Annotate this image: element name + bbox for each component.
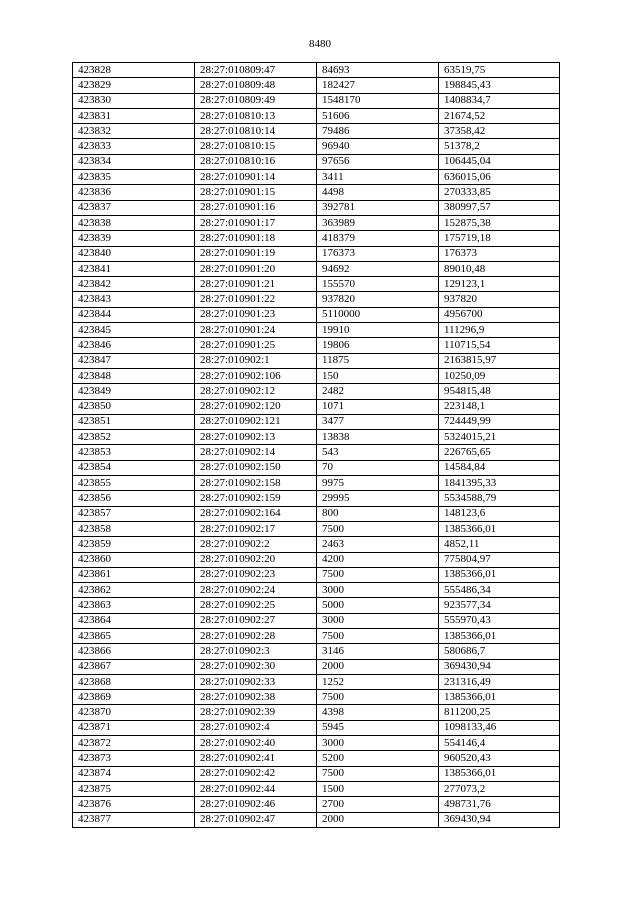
record-number-cell: 423832	[73, 124, 195, 139]
area-cell: 5110000	[317, 307, 439, 322]
area-cell: 2000	[317, 659, 439, 674]
record-number-cell: 423861	[73, 567, 195, 582]
value-cell: 580686,7	[439, 644, 560, 659]
area-cell: 937820	[317, 292, 439, 307]
cadastral-number-cell: 28:27:010901:20	[195, 261, 317, 276]
record-number-cell: 423833	[73, 139, 195, 154]
area-cell: 392781	[317, 200, 439, 215]
cadastral-number-cell: 28:27:010902:41	[195, 751, 317, 766]
record-number-cell: 423868	[73, 674, 195, 689]
area-cell: 29995	[317, 491, 439, 506]
area-cell: 150	[317, 368, 439, 383]
area-cell: 7500	[317, 690, 439, 705]
record-number-cell: 423840	[73, 246, 195, 261]
area-cell: 1500	[317, 781, 439, 796]
record-number-cell: 423844	[73, 307, 195, 322]
value-cell: 176373	[439, 246, 560, 261]
cadastral-number-cell: 28:27:010902:17	[195, 521, 317, 536]
cadastral-number-cell: 28:27:010809:49	[195, 93, 317, 108]
table-row	[73, 63, 560, 78]
record-number-cell: 423853	[73, 445, 195, 460]
area-cell: 418379	[317, 231, 439, 246]
cadastral-number-cell: 28:27:010902:33	[195, 674, 317, 689]
value-cell: 775804,97	[439, 552, 560, 567]
table-row	[73, 690, 560, 705]
value-cell: 4956700	[439, 307, 560, 322]
cadastral-number-cell: 28:27:010901:23	[195, 307, 317, 322]
cadastral-number-cell: 28:27:010902:25	[195, 598, 317, 613]
cadastral-number-cell: 28:27:010901:21	[195, 277, 317, 292]
table-row	[73, 185, 560, 200]
value-cell: 954815,48	[439, 384, 560, 399]
record-number-cell: 423866	[73, 644, 195, 659]
table-row	[73, 353, 560, 368]
cadastral-number-cell: 28:27:010902:3	[195, 644, 317, 659]
table-row	[73, 720, 560, 735]
area-cell: 19910	[317, 323, 439, 338]
value-cell: 2163815,97	[439, 353, 560, 368]
value-cell: 1385366,01	[439, 628, 560, 643]
record-number-cell: 423871	[73, 720, 195, 735]
value-cell: 175719,18	[439, 231, 560, 246]
table-row	[73, 583, 560, 598]
cadastral-number-cell: 28:27:010902:23	[195, 567, 317, 582]
cadastral-table	[72, 62, 560, 828]
area-cell: 2463	[317, 537, 439, 552]
record-number-cell: 423842	[73, 277, 195, 292]
value-cell: 554146,4	[439, 736, 560, 751]
area-cell: 3000	[317, 583, 439, 598]
area-cell: 5945	[317, 720, 439, 735]
area-cell: 2000	[317, 812, 439, 827]
value-cell: 1841395,33	[439, 476, 560, 491]
table-row	[73, 154, 560, 169]
table-row	[73, 368, 560, 383]
record-number-cell: 423859	[73, 537, 195, 552]
record-number-cell: 423876	[73, 797, 195, 812]
table-row	[73, 292, 560, 307]
record-number-cell: 423843	[73, 292, 195, 307]
value-cell: 106445,04	[439, 154, 560, 169]
table-row	[73, 567, 560, 582]
record-number-cell: 423856	[73, 491, 195, 506]
record-number-cell: 423837	[73, 200, 195, 215]
cadastral-number-cell: 28:27:010901:22	[195, 292, 317, 307]
value-cell: 498731,76	[439, 797, 560, 812]
record-number-cell: 423838	[73, 215, 195, 230]
cadastral-number-cell: 28:27:010902:40	[195, 736, 317, 751]
record-number-cell: 423829	[73, 78, 195, 93]
value-cell: 110715,54	[439, 338, 560, 353]
area-cell: 4200	[317, 552, 439, 567]
record-number-cell: 423873	[73, 751, 195, 766]
cadastral-number-cell: 28:27:010902:28	[195, 628, 317, 643]
table-row	[73, 246, 560, 261]
area-cell: 7500	[317, 521, 439, 536]
cadastral-number-cell: 28:27:010902:158	[195, 476, 317, 491]
cadastral-number-cell: 28:27:010810:16	[195, 154, 317, 169]
table-body	[73, 63, 560, 828]
value-cell: 37358,42	[439, 124, 560, 139]
cadastral-number-cell: 28:27:010902:150	[195, 460, 317, 475]
cadastral-number-cell: 28:27:010902:12	[195, 384, 317, 399]
area-cell: 13838	[317, 430, 439, 445]
table-row	[73, 277, 560, 292]
record-number-cell: 423865	[73, 628, 195, 643]
value-cell: 555970,43	[439, 613, 560, 628]
cadastral-number-cell: 28:27:010902:20	[195, 552, 317, 567]
area-cell: 182427	[317, 78, 439, 93]
value-cell: 960520,43	[439, 751, 560, 766]
value-cell: 1385366,01	[439, 766, 560, 781]
record-number-cell: 423864	[73, 613, 195, 628]
value-cell: 5534588,79	[439, 491, 560, 506]
table-row	[73, 644, 560, 659]
value-cell: 923577,34	[439, 598, 560, 613]
table-row	[73, 323, 560, 338]
record-number-cell: 423851	[73, 414, 195, 429]
record-number-cell: 423870	[73, 705, 195, 720]
cadastral-number-cell: 28:27:010902:39	[195, 705, 317, 720]
table-row	[73, 307, 560, 322]
record-number-cell: 423849	[73, 384, 195, 399]
cadastral-number-cell: 28:27:010902:47	[195, 812, 317, 827]
area-cell: 1252	[317, 674, 439, 689]
area-cell: 4498	[317, 185, 439, 200]
value-cell: 10250,09	[439, 368, 560, 383]
record-number-cell: 423855	[73, 476, 195, 491]
record-number-cell: 423846	[73, 338, 195, 353]
table-row	[73, 445, 560, 460]
cadastral-number-cell: 28:27:010809:48	[195, 78, 317, 93]
value-cell: 4852,11	[439, 537, 560, 552]
cadastral-number-cell: 28:27:010901:25	[195, 338, 317, 353]
page-number: 8480	[309, 38, 331, 50]
cadastral-number-cell: 28:27:010902:159	[195, 491, 317, 506]
value-cell: 380997,57	[439, 200, 560, 215]
value-cell: 937820	[439, 292, 560, 307]
area-cell: 94692	[317, 261, 439, 276]
area-cell: 5200	[317, 751, 439, 766]
cadastral-number-cell: 28:27:010902:4	[195, 720, 317, 735]
value-cell: 89010,48	[439, 261, 560, 276]
value-cell: 148123,6	[439, 506, 560, 521]
value-cell: 129123,1	[439, 277, 560, 292]
area-cell: 3000	[317, 736, 439, 751]
cadastral-number-cell: 28:27:010902:24	[195, 583, 317, 598]
table-row	[73, 261, 560, 276]
cadastral-number-cell: 28:27:010901:14	[195, 170, 317, 185]
table-row	[73, 139, 560, 154]
value-cell: 555486,34	[439, 583, 560, 598]
area-cell: 1548170	[317, 93, 439, 108]
area-cell: 19806	[317, 338, 439, 353]
table-row	[73, 231, 560, 246]
value-cell: 226765,65	[439, 445, 560, 460]
table-row	[73, 506, 560, 521]
table-row	[73, 598, 560, 613]
area-cell: 176373	[317, 246, 439, 261]
table-row	[73, 521, 560, 536]
area-cell: 3477	[317, 414, 439, 429]
area-cell: 51606	[317, 108, 439, 123]
record-number-cell: 423858	[73, 521, 195, 536]
table-row	[73, 552, 560, 567]
cadastral-number-cell: 28:27:010902:46	[195, 797, 317, 812]
area-cell: 9975	[317, 476, 439, 491]
record-number-cell: 423854	[73, 460, 195, 475]
cadastral-number-cell: 28:27:010901:15	[195, 185, 317, 200]
record-number-cell: 423835	[73, 170, 195, 185]
value-cell: 21674,52	[439, 108, 560, 123]
record-number-cell: 423850	[73, 399, 195, 414]
cadastral-number-cell: 28:27:010902:1	[195, 353, 317, 368]
area-cell: 7500	[317, 567, 439, 582]
value-cell: 1385366,01	[439, 690, 560, 705]
area-cell: 4398	[317, 705, 439, 720]
record-number-cell: 423830	[73, 93, 195, 108]
cadastral-number-cell: 28:27:010902:106	[195, 368, 317, 383]
value-cell: 1385366,01	[439, 521, 560, 536]
record-number-cell: 423862	[73, 583, 195, 598]
record-number-cell: 423839	[73, 231, 195, 246]
record-number-cell: 423857	[73, 506, 195, 521]
area-cell: 2482	[317, 384, 439, 399]
table-row	[73, 781, 560, 796]
value-cell: 14584,84	[439, 460, 560, 475]
value-cell: 277073,2	[439, 781, 560, 796]
table-row	[73, 613, 560, 628]
table-row	[73, 414, 560, 429]
cadastral-number-cell: 28:27:010902:38	[195, 690, 317, 705]
table-row	[73, 476, 560, 491]
record-number-cell: 423834	[73, 154, 195, 169]
area-cell: 3146	[317, 644, 439, 659]
value-cell: 636015,06	[439, 170, 560, 185]
area-cell: 79486	[317, 124, 439, 139]
cadastral-number-cell: 28:27:010902:2	[195, 537, 317, 552]
record-number-cell: 423875	[73, 781, 195, 796]
value-cell: 724449,99	[439, 414, 560, 429]
cadastral-number-cell: 28:27:010902:30	[195, 659, 317, 674]
record-number-cell: 423872	[73, 736, 195, 751]
area-cell: 97656	[317, 154, 439, 169]
area-cell: 70	[317, 460, 439, 475]
cadastral-number-cell: 28:27:010901:19	[195, 246, 317, 261]
table-row	[73, 78, 560, 93]
area-cell: 800	[317, 506, 439, 521]
value-cell: 369430,94	[439, 659, 560, 674]
value-cell: 51378,2	[439, 139, 560, 154]
area-cell: 2700	[317, 797, 439, 812]
record-number-cell: 423828	[73, 63, 195, 78]
area-cell: 3000	[317, 613, 439, 628]
table-row	[73, 659, 560, 674]
value-cell: 111296,9	[439, 323, 560, 338]
record-number-cell: 423848	[73, 368, 195, 383]
value-cell: 1385366,01	[439, 567, 560, 582]
cadastral-number-cell: 28:27:010902:120	[195, 399, 317, 414]
cadastral-number-cell: 28:27:010901:16	[195, 200, 317, 215]
value-cell: 1408834,7	[439, 93, 560, 108]
cadastral-number-cell: 28:27:010810:14	[195, 124, 317, 139]
table-row	[73, 108, 560, 123]
value-cell: 811200,25	[439, 705, 560, 720]
table-row	[73, 537, 560, 552]
area-cell: 543	[317, 445, 439, 460]
area-cell: 363989	[317, 215, 439, 230]
area-cell: 84693	[317, 63, 439, 78]
cadastral-number-cell: 28:27:010810:13	[195, 108, 317, 123]
cadastral-number-cell: 28:27:010810:15	[195, 139, 317, 154]
cadastral-number-cell: 28:27:010902:14	[195, 445, 317, 460]
record-number-cell: 423852	[73, 430, 195, 445]
record-number-cell: 423860	[73, 552, 195, 567]
value-cell: 1098133,46	[439, 720, 560, 735]
value-cell: 63519,75	[439, 63, 560, 78]
table-row	[73, 399, 560, 414]
value-cell: 270333,85	[439, 185, 560, 200]
record-number-cell: 423841	[73, 261, 195, 276]
cadastral-number-cell: 28:27:010902:42	[195, 766, 317, 781]
record-number-cell: 423874	[73, 766, 195, 781]
table-row	[73, 674, 560, 689]
cadastral-number-cell: 28:27:010901:24	[195, 323, 317, 338]
cadastral-number-cell: 28:27:010902:121	[195, 414, 317, 429]
record-number-cell: 423836	[73, 185, 195, 200]
record-number-cell: 423867	[73, 659, 195, 674]
area-cell: 96940	[317, 139, 439, 154]
cadastral-number-cell: 28:27:010901:17	[195, 215, 317, 230]
area-cell: 7500	[317, 766, 439, 781]
cadastral-number-cell: 28:27:010809:47	[195, 63, 317, 78]
table-row	[73, 430, 560, 445]
area-cell: 5000	[317, 598, 439, 613]
value-cell: 223148,1	[439, 399, 560, 414]
record-number-cell: 423847	[73, 353, 195, 368]
value-cell: 152875,38	[439, 215, 560, 230]
table-row	[73, 338, 560, 353]
cadastral-number-cell: 28:27:010902:13	[195, 430, 317, 445]
table-row	[73, 751, 560, 766]
table-row	[73, 170, 560, 185]
record-number-cell: 423869	[73, 690, 195, 705]
table-row	[73, 797, 560, 812]
table-row	[73, 384, 560, 399]
table-row	[73, 124, 560, 139]
cadastral-number-cell: 28:27:010902:164	[195, 506, 317, 521]
table-row	[73, 200, 560, 215]
value-cell: 369430,94	[439, 812, 560, 827]
record-number-cell: 423863	[73, 598, 195, 613]
table-row	[73, 491, 560, 506]
table-row	[73, 812, 560, 827]
area-cell: 155570	[317, 277, 439, 292]
table-row	[73, 705, 560, 720]
value-cell: 231316,49	[439, 674, 560, 689]
table-row	[73, 460, 560, 475]
area-cell: 1071	[317, 399, 439, 414]
cadastral-number-cell: 28:27:010902:44	[195, 781, 317, 796]
cadastral-number-cell: 28:27:010901:18	[195, 231, 317, 246]
area-cell: 3411	[317, 170, 439, 185]
table-row	[73, 93, 560, 108]
record-number-cell: 423877	[73, 812, 195, 827]
table-row	[73, 215, 560, 230]
table-row	[73, 766, 560, 781]
area-cell: 7500	[317, 628, 439, 643]
record-number-cell: 423845	[73, 323, 195, 338]
table-row	[73, 736, 560, 751]
cadastral-number-cell: 28:27:010902:27	[195, 613, 317, 628]
value-cell: 5324015,21	[439, 430, 560, 445]
table-row	[73, 628, 560, 643]
value-cell: 198845,43	[439, 78, 560, 93]
area-cell: 11875	[317, 353, 439, 368]
record-number-cell: 423831	[73, 108, 195, 123]
